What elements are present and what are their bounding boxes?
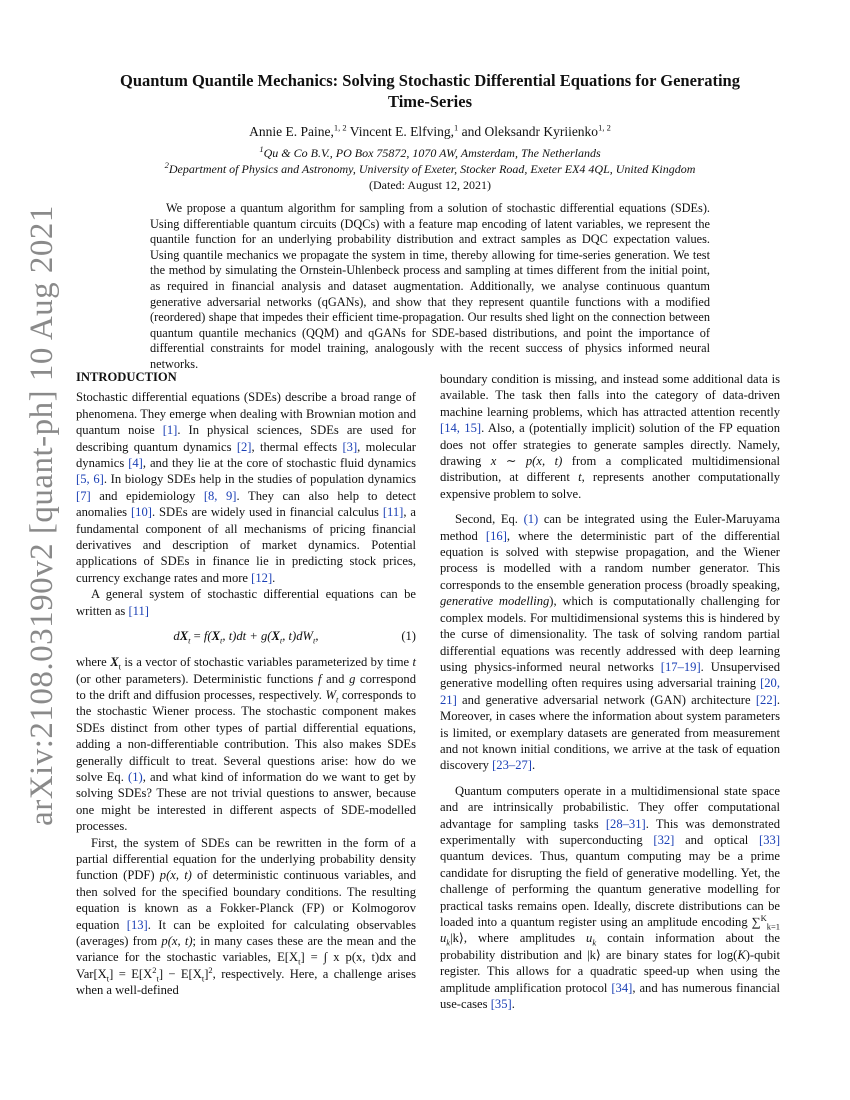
text-run: contain information about the probability distribution and <box>440 931 781 962</box>
affiliation-text: Department of Physics and Astronomy, University of Exeter, Stocker Road, Exeter EX4 4QL, United Kingdom <box>168 162 696 176</box>
paper-title: Quantum Quantile Mechanics: Solving Stochastic Differential Equations for Generating Time-Series <box>120 71 740 111</box>
text-run: . <box>272 570 276 585</box>
citation-link[interactable]: [22] <box>755 692 777 707</box>
math-symbol: t <box>578 470 582 485</box>
math-variance: $Var[X_t] = E[X^2_t] - E[X_t]^2$ <box>76 964 213 984</box>
citation-link[interactable]: [2] <box>236 439 252 454</box>
text-run: corresponds to the stochastic Wiener process. The stochastic component makes SDEs distinct from other types of partial differential equations, adding a non-differentiable contribution. This also makes SDEs generally difficult to treat. Several questions arise: how do we solve Eq. <box>76 687 416 784</box>
text-run: , and has numerous financial use-cases <box>440 980 781 1012</box>
right-column <box>440 371 780 1012</box>
text-run: , molecular dynamics <box>76 439 416 471</box>
math-expression: p(x, t) <box>161 934 193 948</box>
text-run: , respectively. Here, a challenge arises when a well-defined <box>76 966 416 998</box>
text-run: . Moreover, in cases where the information about system parameters is limited, or exemplary datasets are generated from measurement and not known initial conditions, we arrive at the task of equation discovery <box>440 692 780 773</box>
citation-link[interactable]: [8, 9] <box>203 488 237 503</box>
citation-link[interactable]: [12] <box>251 570 273 585</box>
math-symbol: X <box>110 655 119 670</box>
text-run: First, the system of SDEs can be rewritten in the form of a partial differential equation for the underlying probability density function (PDF) <box>76 835 416 883</box>
paragraph-intro-3: where $X_t$ is a vector of stochastic variables parameterized by time t (or other parameters). Deterministic functions f and g correspond to the drift and diffusion processes, respectively. $W_t$ corresponds to the stochastic Wiener process. The stochastic component makes SDEs distinct from other types of partial differential equations, adding a non-differentiable contribution. This also makes SDEs generally difficult to treat. Several questions arise: how do we solve Eq. (1), and what kind of information do we want to get by solving SDEs? These are not trivial questions to answer, because one might be interested in different aspects of SDE-modelled processes. <box>76 655 416 834</box>
text-run: . Also, a (potentially implicit) solution of the FP equation does not offer strategies to generate samples directly. Namely, drawing <box>440 421 780 469</box>
citation-link[interactable]: [28–31] <box>605 816 646 831</box>
affiliation-text: Qu & Co B.V., PO Box 75872, 1070 AW, Amsterdam, The Netherlands <box>263 146 601 160</box>
citation-link[interactable]: [14, 15] <box>440 421 482 436</box>
text-run: , thermal effects <box>251 439 343 454</box>
paragraph-right-1 <box>440 371 780 502</box>
math-mean: $E[X_t]$ = ∫ x p(x, t)dx <box>277 950 392 967</box>
math-expression: x ∼ p(x, t) <box>490 454 563 469</box>
left-column <box>76 369 416 999</box>
paragraph-right-2 <box>440 511 780 774</box>
text-run: , where amplitudes <box>463 931 587 946</box>
text-run: . In biology SDEs help in the studies of population dynamics <box>103 472 416 487</box>
citation-link[interactable]: [32] <box>653 832 675 847</box>
citation-link[interactable]: [35] <box>490 997 512 1012</box>
text-run: Second, Eq. <box>455 512 524 527</box>
author-name: Vincent E. Elfving, <box>349 124 454 139</box>
author-name: Annie E. Paine, <box>249 124 334 139</box>
emphasis-text: generative modelling <box>440 594 550 609</box>
math-symbol: u <box>586 931 593 946</box>
citation-link[interactable]: [23–27] <box>492 758 532 773</box>
text-run: from a complicated multidimensional distribution, at different <box>440 454 781 485</box>
text-run: ), which is computationally challenging for complex models. For multidimensional systems this is hindered by the curse of dimensionality. The task of solving random partial differential equations was recently addressed with deep learning using physics-informed neural networks <box>440 594 780 674</box>
citation-link[interactable]: [33] <box>759 832 781 847</box>
text-run: . It can be exploited for calculating observables (averages) from <box>76 917 416 948</box>
text-run: of deterministic continuous variables, and then solved for the specified boundary conditions. The resulting equation is known as a Fokker-Planck (FP) or Kolmogorov equation <box>76 868 416 932</box>
math-symbol: K <box>737 947 746 962</box>
dated-line: (Dated: August 12, 2021) <box>369 178 491 192</box>
text-run: , and what kind of information do we want to get by solving SDEs? These are not trivial questions to answer, because one might be interested in different aspects of SDE-modelled processes. <box>76 769 416 834</box>
equation-reference-link[interactable]: (1) <box>128 769 143 784</box>
citation-link[interactable]: [3] <box>342 439 358 454</box>
citation-link[interactable]: [11] <box>128 603 149 618</box>
citation-link[interactable]: [34] <box>611 980 633 995</box>
citation-link[interactable]: [13] <box>126 917 148 932</box>
arxiv-identifier: arXiv:2108.03190v2 [quant-ph] 10 Aug 2021 <box>23 204 60 826</box>
affiliation-number: 1 <box>259 144 264 154</box>
text-run: and <box>321 671 350 686</box>
text-run: Stochastic differential equations (SDEs) describe a broad range of phenomena. They emerge when dealing with Brownian motion and quantum noise <box>76 390 416 438</box>
citation-link[interactable]: [5, 6] <box>76 472 104 487</box>
text-run: ; in many cases these are the mean and the variance for the stochastic variables, <box>76 934 416 965</box>
paragraph-right-3: Quantum computers operate in a multidimensional state space and are intrinsically probabilistic. They offer computational advantage for sampling tasks [28–31]. This was demonstrated experimentally with superconducting [32] and optical [33] quantum devices. Thus, quantum computing may be a prime candidate for disrupting the field of generative modelling. Yet, the challenge of performing the quantum generative modelling for practical tasks remains open. Ideally, discrete distributions can be loaded into a quantum register using an amplitude encoding ∑$^K_{k=1}$ $u_k|k⟩$, where amplitudes $u_k$ contain information about the probability distribution and |k⟩ are binary states for log(K)-qubit register. This allows for a quadratic speed-up when using the amplitude amplification protocol [34], and has numerous financial use-cases [35]. <box>440 783 781 1012</box>
citation-link[interactable]: [17–19] <box>660 659 701 674</box>
text-run: are binary states for log( <box>600 947 738 962</box>
text-run: A general system of stochastic differential equations can be written as <box>76 587 416 618</box>
author-affiliation-mark: 1 <box>453 122 459 133</box>
text-run: quantum devices. Thus, quantum computing may be a prime candidate for disrupting the field of generative modelling. Yet, the challenge of performing the quantum generative modelling for practical tasks remains open. Ideally, discrete distributions can be loaded into a quantum register using an amplitude encoding <box>440 849 780 929</box>
text-run: . Unsupervised generative modelling often requires using adversarial training <box>440 659 780 691</box>
paragraph-intro-4 <box>76 835 416 999</box>
abstract: We propose a quantum algorithm for sampling from a solution of stochastic differential equations (SDEs). Using differentiable quantum circuits (DQCs) with a feature map encoding of latent variables, we represent the quantile function for an underlying probability distribution and extract samples as DQC expectation values. Using quantile mechanics we propagate the system in time, thereby allowing for time-series generation. We test the method by simulating the Ornstein-Uhlenbeck process and sampling at times different from the initial point, as required in financial analysis and dataset augmentation. Additionally, we analyse continuous quantum generative adversarial networks (qGANs), and show that they represent quantile functions with a modified (reordered) shape that impedes their efficient time-propagation. Our results shed light on the connection between quantum quantile mechanics (QQM) and qGANs for SDE-based distributions, and point the importance of differential constraints for model training, analogously with the recent success of physics informed neural networks. <box>150 201 710 371</box>
text-run: )-qubit register. This allows for a quadratic speed-up when using the amplitude amplification protocol <box>440 947 780 995</box>
equation-number: (1) <box>401 629 416 644</box>
math-amplitude-encoding: ∑$^K_{k=1}$ $u_k|k⟩$ <box>440 912 780 948</box>
text-run: , and they lie at the core of stochastic fluid dynamics <box>142 456 416 471</box>
citation-link[interactable]: [11] <box>382 505 404 520</box>
text-run: where <box>76 655 111 670</box>
affiliation-2 <box>100 162 760 177</box>
arxiv-sidebar-stamp <box>18 204 66 826</box>
text-run: , a fundamental component of all mechanisms of pricing financial derivatives and description of market dynamics. Potential applications of SDEs in finance lie in predicting stock prices, currency exchange rates and more <box>76 505 416 585</box>
text-run: . They can also help to detect anomalies <box>76 488 416 520</box>
author-affiliation-mark: 1, 2 <box>333 122 347 133</box>
affiliation-number: 2 <box>164 160 169 170</box>
math-expression: p(x, t) <box>159 868 192 883</box>
text-run: , where the deterministic part of the differential equation is solved with stepwise propagation, and the Wiener process is modelled with a random number generator. This corresponds to the ensemble generation process (broadly speaking, <box>440 528 780 592</box>
citation-link[interactable]: [4] <box>128 456 143 471</box>
text-run: . This was demonstrated experimentally with superconducting <box>440 816 781 847</box>
paragraph-intro-2 <box>76 586 416 619</box>
math-symbol: f <box>318 671 322 686</box>
text-run: and <box>391 950 416 965</box>
text-run: is a vector of stochastic variables parameterized by time <box>120 655 413 670</box>
text-run: and optical <box>674 832 760 847</box>
math-symbol: W <box>325 687 336 702</box>
citation-link[interactable]: [16] <box>485 528 507 543</box>
text-run: . SDEs are widely used in financial calculus <box>151 505 383 520</box>
affiliation-1 <box>100 146 760 161</box>
text-run: correspond to the drift and diffusion processes, respectively. <box>76 671 416 702</box>
citation-link[interactable]: [7] <box>76 488 91 503</box>
paragraph-intro-1 <box>76 389 416 586</box>
author-affiliation-mark: 1, 2 <box>598 122 611 133</box>
section-heading-introduction: INTRODUCTION <box>76 370 177 384</box>
text-run: and epidemiology <box>90 488 204 503</box>
equation-body: $dX_t = f(X_t$, $t)dt + g(X_t$, $t)dW_t$, <box>173 629 319 646</box>
text-run: . <box>511 997 515 1012</box>
text-run: and generative adversarial network (GAN) architecture <box>456 692 756 707</box>
citation-link[interactable]: [1] <box>162 423 178 438</box>
equation-reference-link[interactable]: (1) <box>523 512 539 527</box>
author-name: and Oleksandr Kyriienko <box>461 124 599 139</box>
author-list <box>100 124 760 140</box>
equation-1 <box>76 621 416 651</box>
text-run: (or other parameters). Deterministic functions <box>76 671 318 686</box>
text-run: Quantum computers operate in a multidimensional state space and are intrinsically probabilistic. They offer computational advantage for sampling tasks <box>440 783 780 831</box>
math-symbol: |k⟩ <box>587 947 601 962</box>
text-run: . <box>531 758 536 773</box>
text-run: , represents another computationally expensive problem to solve. <box>440 470 780 501</box>
text-run: . In physical sciences, SDEs are used for describing quantum dynamics <box>76 423 417 454</box>
citation-link[interactable]: [10] <box>130 505 152 520</box>
text-run: can be integrated using the Euler-Maruyama method <box>440 512 780 543</box>
text-run: boundary condition is missing, and instead some additional data is available. The task then falls into the category of data-driven machine learning problems, which has attracted attention recently <box>440 372 780 419</box>
citation-link[interactable]: [20, 21] <box>440 676 780 707</box>
math-symbol: g <box>349 671 356 686</box>
math-symbol: t <box>412 655 416 670</box>
